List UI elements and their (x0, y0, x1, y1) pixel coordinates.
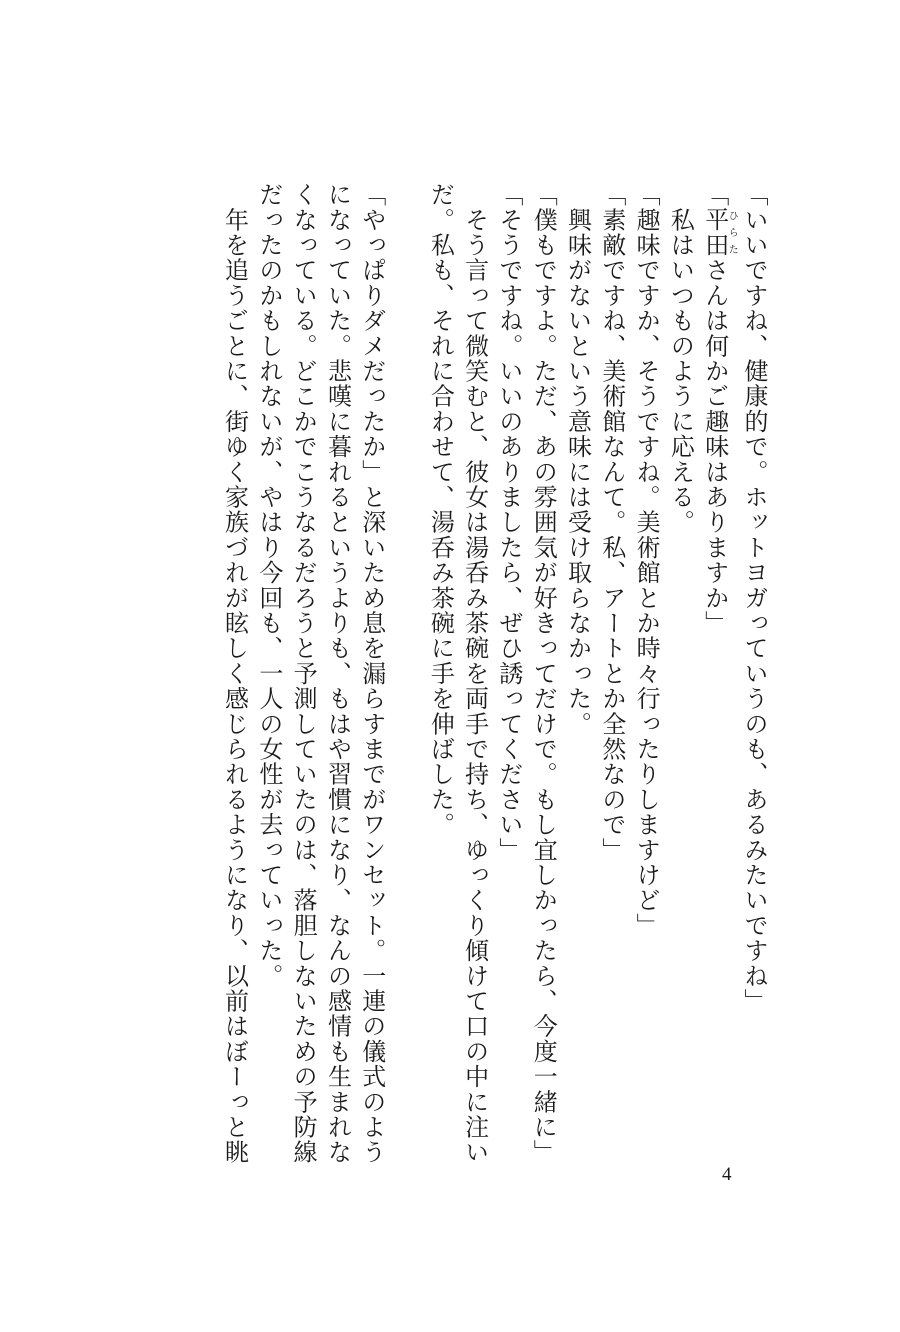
text-line: 「素敵ですね、美術館なんて。私、アートとか全然なので」 (597, 182, 626, 863)
text-line: 「平田ひらたさんは何かご趣味はありますか」 (700, 182, 738, 636)
text-line: になっていた。悲嘆に暮れるというよりも、もはや習慣になり、なんの感情も生まれな (323, 182, 352, 1165)
text-line: 「いいですね、健康的で。ホットヨガっていうのも、あるみたいですね」 (740, 182, 768, 1014)
text-line: 私はいつものように応える。 (666, 182, 695, 535)
text-line: だ。私も、それに合わせて、湯呑み茶碗に手を伸ばした。 (426, 182, 455, 838)
ruby-reading: ひらた (726, 207, 738, 258)
vertical-text-body (217, 182, 771, 1165)
page-number: 4 (722, 1164, 732, 1185)
ruby-annotation (700, 207, 738, 258)
text-line: 「そうですね。いいのありましたら、ぜひ誘ってください」 (494, 182, 523, 863)
text-line: だったのかもしれないが、やはり今回も、一人の女性が去っていった。 (254, 182, 283, 989)
ruby-base: 平田 (700, 207, 729, 258)
text-line: 興味がないという意味には受け取らなかった。 (563, 182, 592, 737)
text-line: 年を追うごとに、街ゆく家族づれが眩しく感じられるようになり、以前はぼーっと眺 (220, 182, 249, 1165)
text-line: そう言って微笑むと、彼女は湯呑み茶碗を両手で持ち、ゆっくり傾けて口の中に注い (460, 182, 489, 1165)
text-line: 「趣味ですか、そうですね。美術館とか時々行ったりしますけど」 (632, 182, 661, 938)
text-line: 「僕もですよ。ただ、あの雰囲気が好きってだけで。もし宜しかったら、今度一緒に」 (529, 182, 558, 1165)
text-line: 「やっぱりダメだったか」と深いため息を漏らすまでがワンセット。一連の儀式のよう (357, 182, 386, 1165)
text-line: くなっている。どこかでこうなるだろうと予測していたのは、落胆しないための予防線 (289, 182, 318, 1165)
paragraph-gap (389, 182, 423, 1112)
